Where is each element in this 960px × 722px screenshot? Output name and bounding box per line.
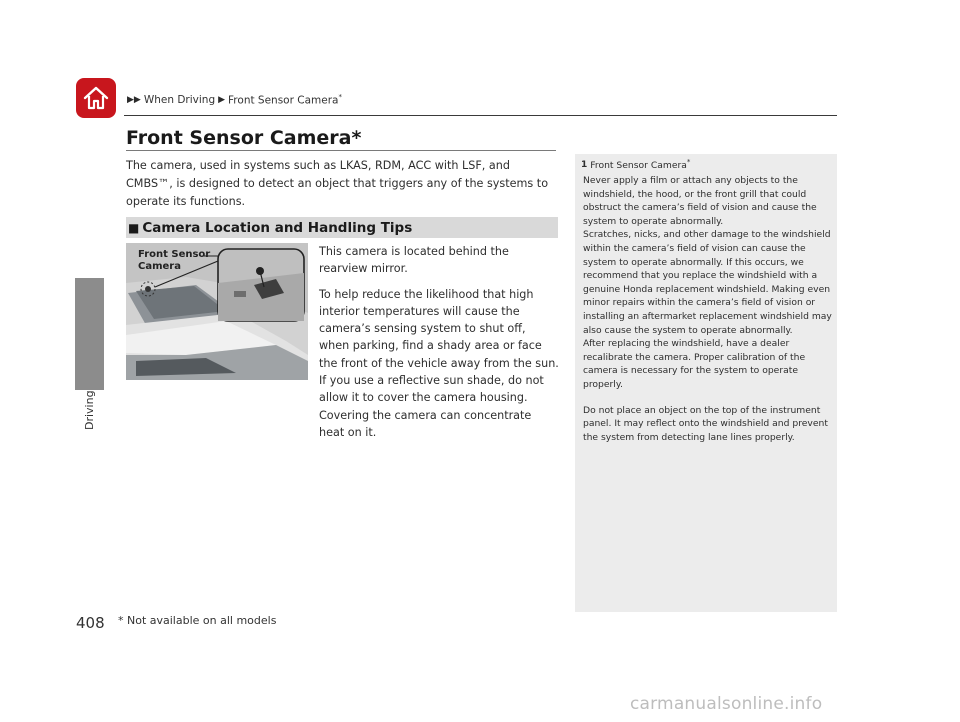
home-button[interactable] bbox=[76, 78, 116, 118]
breadcrumb bbox=[127, 93, 342, 107]
note-title: 1 Front Sensor Camera* bbox=[581, 158, 691, 172]
home-icon bbox=[82, 85, 110, 111]
page-number: 408 bbox=[76, 614, 105, 632]
note-paragraph: Never apply a film or attach any objects to the windshield, the hood, or the front grill that could obstruct the camera’s field of vision and cause the system to operate abnormally. bbox=[583, 175, 817, 227]
breadcrumb-parent[interactable]: When Driving bbox=[143, 93, 216, 106]
figure-callout: Front Sensor Camera bbox=[138, 249, 211, 272]
breadcrumb-arrow-icon: ▶▶ bbox=[127, 94, 141, 105]
note-number: 1 bbox=[581, 159, 588, 170]
breadcrumb-arrow-icon: ▶ bbox=[218, 94, 226, 105]
camera-location-figure bbox=[126, 243, 308, 380]
breadcrumb-current[interactable]: Front Sensor Camera* bbox=[228, 93, 342, 107]
side-tab-label: Driving bbox=[83, 390, 96, 430]
side-tab[interactable] bbox=[75, 278, 104, 390]
section-heading: ■ Camera Location and Handling Tips bbox=[126, 217, 558, 238]
body-paragraph: This camera is located behind the rearview mirror. bbox=[319, 245, 509, 276]
note-body bbox=[583, 174, 833, 456]
note-sidebar bbox=[575, 154, 837, 612]
intro-paragraph: The camera, used in systems such as LKAS, RDM, ACC with LSF, and CMBS™, is designed to detect an object that triggers any of the systems to operate its functions. bbox=[126, 159, 549, 208]
body-paragraph: To help reduce the likelihood that high interior temperatures will cause the camera’s sensing system to shut off, when parking, find a shady area or face the front of the vehicle away from the sun. If you use a reflective sun shade, do not allow it to cover the camera housing. Covering the camera can concentrate heat on it. bbox=[319, 287, 559, 439]
header-divider bbox=[124, 115, 837, 116]
title-divider bbox=[126, 150, 556, 151]
page-title: Front Sensor Camera* bbox=[126, 127, 362, 149]
note-paragraph: Do not place an object on the top of the instrument panel. It may reflect onto the windshield and prevent the system from detecting lane lines properly. bbox=[583, 404, 828, 443]
note-paragraph: Scratches, nicks, and other damage to the windshield within the camera’s field of vision can cause the system to operate abnormally. If this occurs, we recommend that you replace the windshield with a genuine Honda replacement windshield. Making even minor repairs within the camera’s field of vision or installing an aftermarket replacement windshield may also cause the system to operate abnormally. bbox=[583, 229, 832, 336]
watermark: carmanualsonline.info bbox=[630, 694, 823, 714]
body-text bbox=[319, 243, 559, 449]
square-bullet-icon: ■ bbox=[128, 220, 140, 235]
footnote: * Not available on all models bbox=[118, 614, 277, 627]
note-paragraph: After replacing the windshield, have a dealer recalibrate the camera. Proper calibration of the camera is necessary for the system to operate properly. bbox=[583, 338, 806, 390]
